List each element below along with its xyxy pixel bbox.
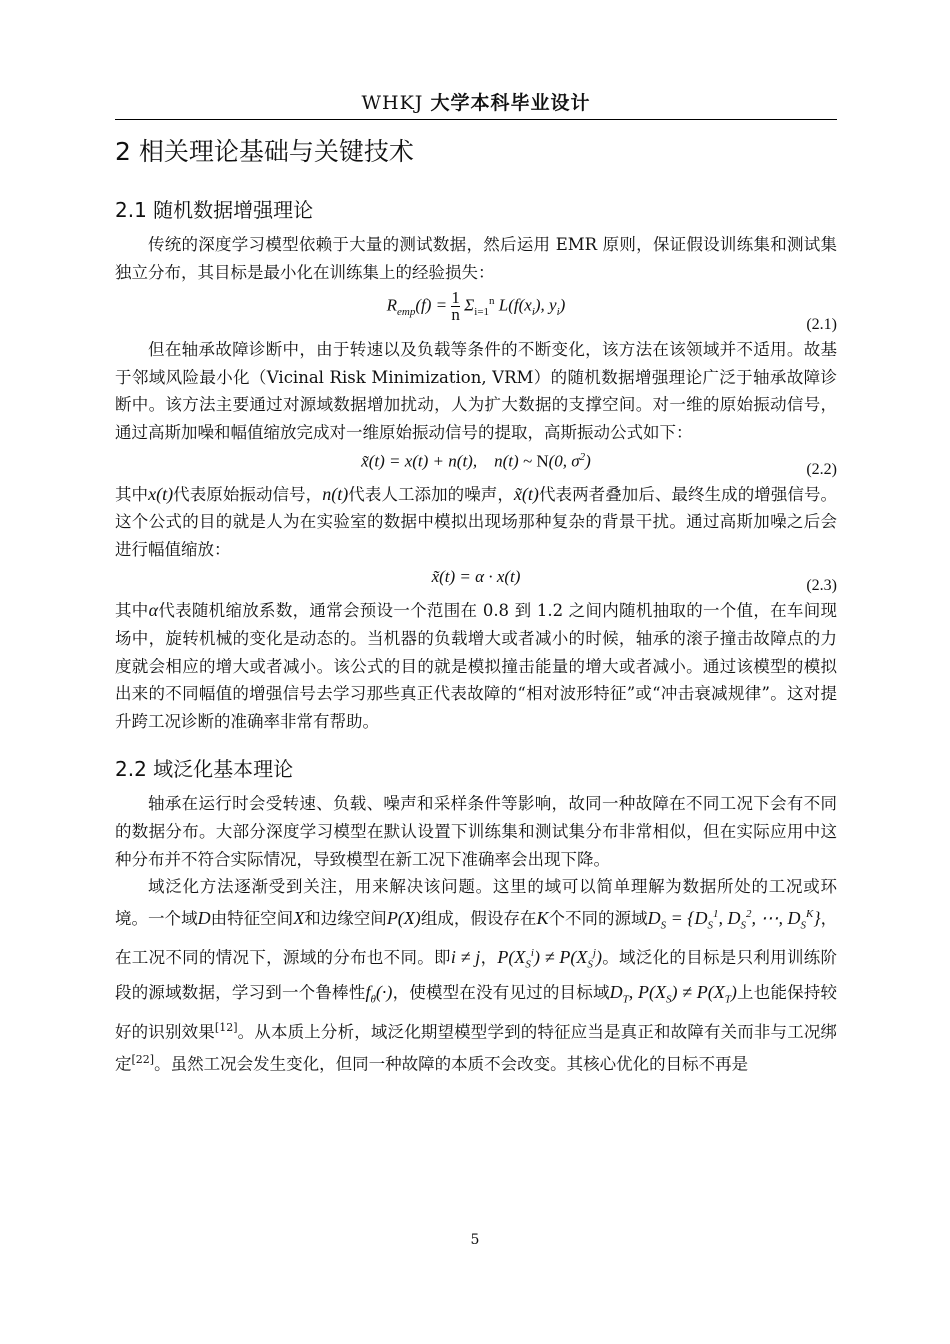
chapter-title: 2 相关理论基础与关键技术 xyxy=(115,137,414,166)
equation-2-1: $R_{emp}(f)$ = $\frac{1}{n}$ $\Sigma_{i=1}^n$ $L(f(x_i)$, $y_i$) (2.1) xyxy=(386,288,837,334)
header-title: 大学本科毕业设计 xyxy=(430,92,591,114)
section-title-2-1: 2.1 随机数据增强理论 xyxy=(115,198,314,222)
equation-number: (2.3) xyxy=(806,577,837,595)
paragraph: 其中α代表随机缩放系数，通常会预设一个范围在 0.8 到 1.2 之间内随机抽取的一个值，在车间现场中，旋转机械的变化是动态的。当机器的负载增大或者减小的时候，轴承的滚子撞击故障点的力度就会相应的增大或者减小。该公式的目的就是模拟撞击能量的增大或者减小。通过该模型的模拟出来的不同幅值的增强信号去学习那些真正代表故障的“相对波形特征”或“冲击衰减规律”。这对提升跨工况诊断的准确率非常有帮助。 xyxy=(115,600,837,731)
equation-number: (2.2) xyxy=(806,460,837,478)
section-title-2-2: 2.2 域泛化基本理论 xyxy=(115,757,294,782)
paragraph: 其中x(t)代表原始振动信号，n(t)代表人工添加的噪声，x̃(t)代表两者叠加后、最终生成的增强信号。这个公式的目的就是人为在实验室的数据中模拟出现场那种复杂的背景干扰。通过高斯加噪之后会进行幅值缩放： xyxy=(115,483,838,559)
citation: [12] xyxy=(214,1021,238,1035)
equation-2-3: x̃(t) = α · x(t) (2.3) xyxy=(431,567,837,595)
page xyxy=(115,88,837,1078)
paragraph: 域泛化方法逐渐受到关注，用来解决该问题。这里的域可以简单理解为数据所处的工况或环境。一个域D由特征空间X和边缘空间P(X)组成，假设存在K个不同的源域$D_S = \{D_S^1$, $D_S^2$, ⋯, $D_S^K$}，在工况不同的情况下，源域的分布也不同。即i ≠ j，$P(X_S^i) \ne P(X_S^j)$。域泛化的目标是只利用训练阶段的源域数据，学习到一个鲁棒性$f_\theta(\cdot)$，使模型在没有见过的目标域$D_T$, $P(X_S) \ne P(X_T)$上也能保持较好的识别效果[12]。从本质上分析，域泛化期望模型学到的特征应当是真正和故障有关而非与工况绑定[22]。虽然工况会发生变化，但同一种故障的本质不会改变。其核心优化的目标不再是 xyxy=(115,877,838,1074)
equation-2-2: x̃(t) = x(t) + n(t), n(t) ~ N(0, $\sigma^2$) (2.2) xyxy=(361,450,837,478)
equation-number: (2.1) xyxy=(806,316,837,334)
page-number: 5 xyxy=(470,1232,480,1248)
paragraph: 但在轴承故障诊断中，由于转速以及负载等条件的不断变化，该方法在该领域并不适用。故基于邻域风险最小化（Vicinal Risk Minimization, VRM）的随机数据增强理论广泛于轴承故障诊断中。该方法主要通过对源域数据增加扰动，人为扩大数据的支撑空间。对一维的原始振动信号，通过高斯加噪和幅值缩放完成对一维原始振动信号的提取，高斯振动公式如下： xyxy=(115,340,837,442)
citation: [22] xyxy=(131,1053,155,1067)
paragraph: 传统的深度学习模型依赖于大量的测试数据，然后运用 EMR 原则，保证假设训练集和测试集独立分布，其目标是最小化在训练集上的经验损失： xyxy=(115,235,837,282)
header-prefix: WHKJ xyxy=(361,92,431,114)
running-header xyxy=(115,88,837,120)
paragraph: 轴承在运行时会受转速、负载、噪声和采样条件等影响，故同一种故障在不同工况下会有不同的数据分布。大部分深度学习模型在默认设置下训练集和测试集分布非常相似，但在实际应用中这种分布并不符合实际情况，导致模型在新工况下准确率会出现下降。 xyxy=(115,794,837,869)
